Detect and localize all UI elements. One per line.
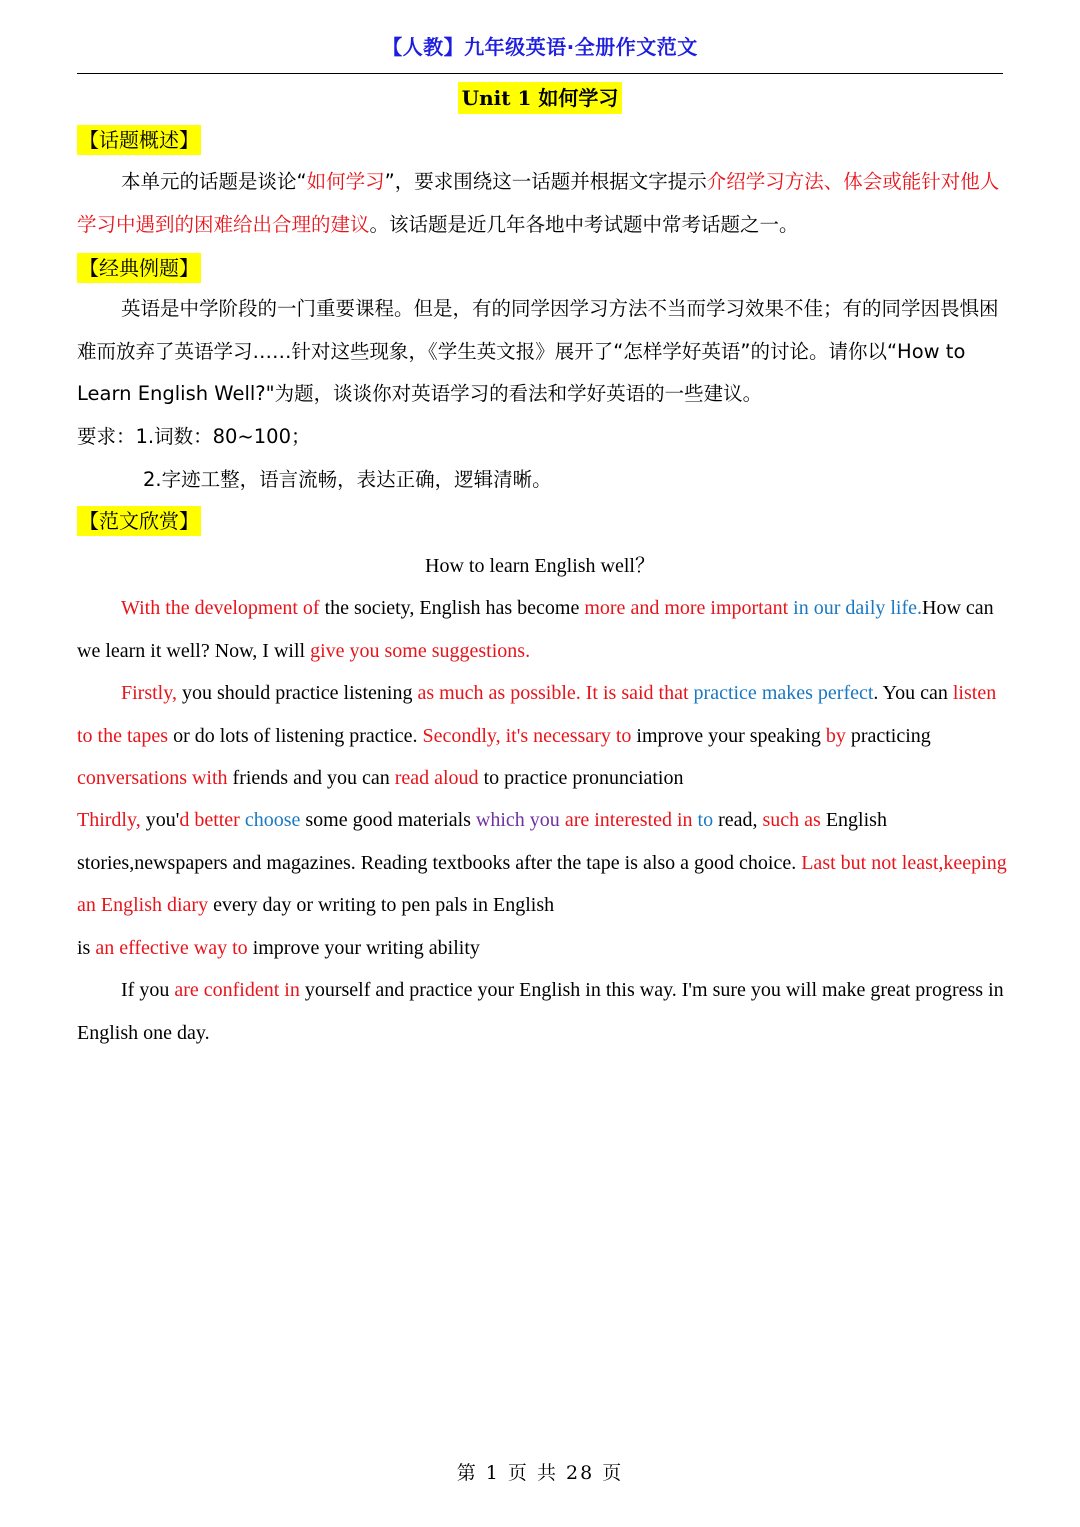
essay-text-run: yourself and practice your English in this way. I'm sure you will make great progress in English one day. bbox=[77, 979, 1004, 1044]
essay-text-run: . You can bbox=[873, 682, 953, 704]
essay-text-run: improve your speaking bbox=[631, 724, 826, 747]
essay-text-run: or do lots of listening practice. bbox=[168, 724, 423, 747]
header-divider bbox=[77, 73, 1003, 74]
essay-text-run: improve your writing ability bbox=[247, 937, 480, 959]
essay-paragraph-4 bbox=[77, 927, 1007, 970]
essay-text-run: How can we learn it well? Now, I will bbox=[77, 597, 994, 662]
essay-text-run: read, bbox=[713, 809, 763, 831]
essay-title: How to learn English well？ bbox=[425, 555, 655, 577]
topic-text-2: ”，要求围绕这一话题并根据文字提示 bbox=[384, 170, 707, 193]
topic-paragraph bbox=[77, 161, 1007, 246]
essay-text-run: listen to the tapes bbox=[77, 682, 997, 747]
essay-text-run: to practice pronunciation bbox=[478, 767, 684, 789]
page-number-footer: 第 1 页 共 28 页 bbox=[456, 1462, 624, 1484]
essay-text-run: by bbox=[825, 724, 846, 747]
example-requirement-2: 2.字迹工整，语言流畅，表达正确，逻辑清晰。 bbox=[143, 468, 552, 491]
essay-text-run: are interested in bbox=[559, 809, 693, 831]
essay-text-run: conversations with bbox=[77, 767, 228, 789]
essay-text-run: more and more important bbox=[584, 597, 789, 619]
essay-paragraph-2 bbox=[77, 672, 1007, 800]
topic-highlight-2: 介绍学习方法、体会或能针对他人学习中遇到的困难给出合理的建议 bbox=[77, 170, 1000, 236]
section-label-model: 【范文欣赏】 bbox=[77, 506, 201, 536]
essay-text-run: choose bbox=[239, 809, 301, 831]
essay-text-run: as much as possible. bbox=[417, 682, 581, 704]
essay-text-run: in our daily life. bbox=[788, 597, 923, 619]
example-requirement-1: 要求：1.词数：80~100； bbox=[77, 425, 311, 448]
essay-text-run: the society, English has become bbox=[319, 597, 585, 619]
essay-text-run: every day or writing to pen pals in English bbox=[208, 894, 555, 916]
essay-paragraph-5 bbox=[77, 969, 1007, 1054]
essay-text-run: If you bbox=[121, 979, 175, 1001]
example-paragraph: 英语是中学阶段的一门重要课程。但是，有的同学因学习方法不当而学习效果不佳；有的同学因畏惧困难而放弃了英语学习……针对这些现象，《学生英文报》展开了“怎样学好英语”的讨论。请你以“How to Learn English Well?"为题，谈谈你对英语学习的看法和学好英语的一些建议。 bbox=[77, 297, 999, 405]
essay-text-run: to bbox=[692, 809, 714, 831]
essay-text-run: read aloud bbox=[394, 767, 479, 789]
essay-text-run: an effective way to bbox=[95, 937, 248, 959]
topic-text-1: 本单元的话题是谈论“ bbox=[121, 170, 307, 193]
essay-text-run: are confident in bbox=[174, 979, 300, 1001]
essay-text-run: some good materials bbox=[300, 809, 476, 831]
unit-title bbox=[0, 82, 1080, 114]
essay-text-run: Secondly, it's necessary to bbox=[422, 724, 632, 747]
essay-text-run: is bbox=[77, 937, 96, 959]
essay-text-run: practice makes perfect bbox=[688, 682, 874, 704]
section-label-topic: 【话题概述】 bbox=[77, 125, 201, 155]
essay-text-run: give you some suggestions. bbox=[310, 639, 531, 662]
essay-text-run: With the development of bbox=[121, 597, 320, 619]
essay-text-run: such as bbox=[762, 809, 821, 831]
essay-text-run: It is said that bbox=[585, 682, 689, 704]
essay-text-run: you' bbox=[140, 809, 180, 831]
essay-text-run: friends and you can bbox=[227, 767, 395, 789]
topic-highlight-1: 如何学习 bbox=[306, 170, 385, 193]
section-label-example: 【经典例题】 bbox=[77, 253, 201, 283]
essay-text-run: d better bbox=[179, 809, 240, 831]
essay-text-run: English stories,newspapers and magazines. Reading textbooks after the tape is also a good choice. bbox=[77, 809, 887, 874]
document-header-title: 【人教】九年级英语·全册作文范文 bbox=[382, 35, 698, 59]
essay-text-run: Last but not least,keeping an English diary bbox=[77, 851, 1007, 916]
topic-text-3: 。该话题是近几年各地中考试题中常考话题之一。 bbox=[369, 212, 799, 236]
essay-paragraph-1 bbox=[77, 587, 1007, 672]
essay-paragraph-3 bbox=[77, 799, 1007, 927]
essay-text-run: Thirdly, bbox=[77, 809, 141, 831]
essay-text-run: practicing bbox=[845, 724, 931, 747]
essay-text-run: Firstly, bbox=[121, 682, 177, 704]
essay-text-run: which you bbox=[475, 809, 560, 831]
unit-title-text: Unit 1 如何学习 bbox=[458, 82, 623, 114]
essay-text-run: you should practice listening bbox=[176, 682, 418, 704]
